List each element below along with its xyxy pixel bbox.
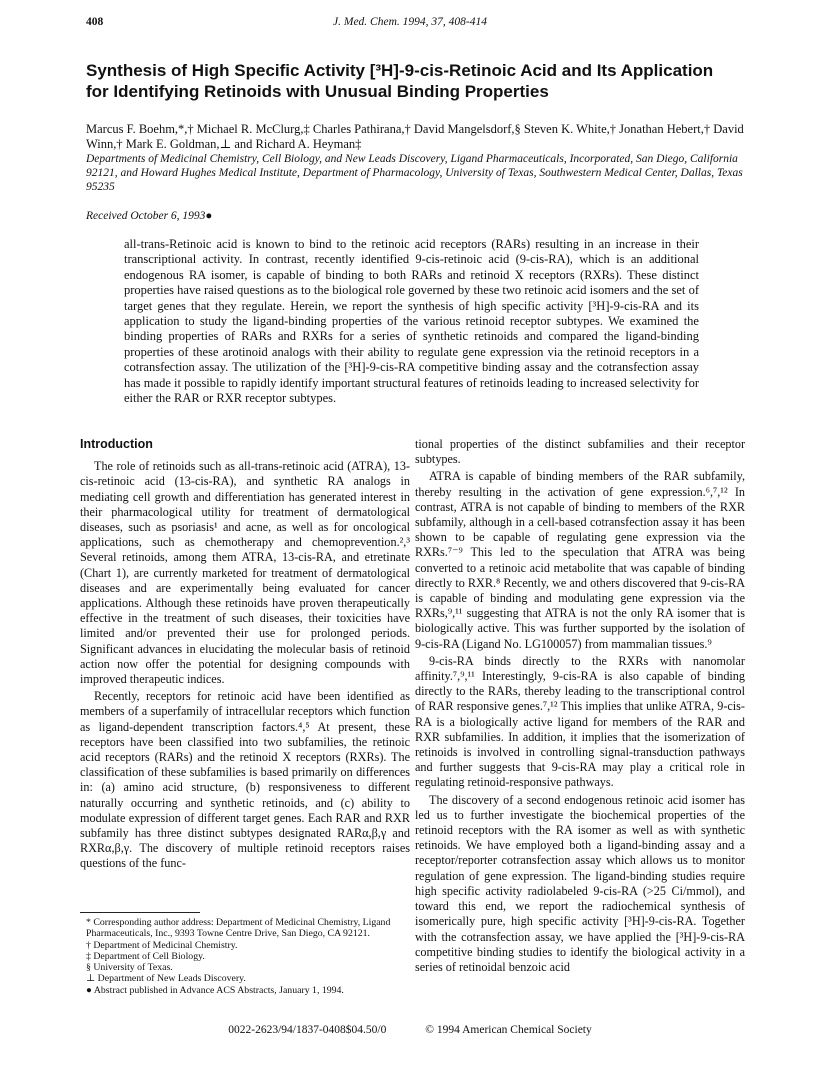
abstract: all-trans-Retinoic acid is known to bind to the retinoic acid receptors (RARs) resulting in an increase in their transcriptional activity. In contrast, recently identified 9-cis-retinoic acid (9-cis-RA), which is an additional endogenous RA isomer, is capable of binding to both RARs and retinoid X receptors (RXRs). These distinct properties have raised questions as to the biological role governed by these two retinoic acid isomers and the set of target genes that they regulate. Herein, we report the synthesis of high specific activity [³H]-9-cis-RA and its application to study the ligand-binding properties of the various retinoid receptor subtypes. We examined the binding properties of RARs and RXRs for a series of synthetic retinoids and compared the ligand-binding properties of these arotinoid analogs with their ability to regulate gene expression via the retinoid receptors in a cotransfection assay. The utilization of the [³H]-9-cis-RA competitive binding assay and the cotransfection assay has made it possible to rapidly identify important structural features of retinoids leading to increased selectivity for either the RAR or RXR receptor subtypes. bbox=[124, 237, 699, 406]
body-paragraph: ATRA is capable of binding members of the RAR subfamily, thereby resulting in the activation of gene expression.⁶,⁷,¹² In contrast, ATRA is not capable of binding to members of the RXR subfamily, although in a cell-based cotransfection assay it has been shown to be capable of regulating gene expression via the RXRs.⁷⁻⁹ This led to the speculation that ATRA was being converted to a retinoic acid metabolite that was capable of binding directly to RXR.⁸ Recently, we and others discovered that 9-cis-RA is capable of binding and modulating gene expression via the RXRs,⁹,¹¹ suggesting that ATRA is not the only RA isomer that is biologically active. This was further supported by the isolation of 9-cis-RA (Ligand No. LG100057) from mammalian tissues.⁹ bbox=[415, 469, 745, 651]
footnote-divider bbox=[80, 912, 200, 913]
section-heading-introduction: Introduction bbox=[80, 437, 153, 451]
footnotes bbox=[80, 912, 410, 996]
footnote: ● Abstract published in Advance ACS Abstracts, January 1, 1994. bbox=[86, 984, 344, 996]
article-title: Synthesis of High Specific Activity [³H]-9-cis-Retinoic Acid and Its Application for Identifying Retinoids with Unusual Binding Properties bbox=[86, 61, 714, 101]
right-column bbox=[415, 437, 745, 977]
body-paragraph: tional properties of the distinct subfamilies and their receptor subtypes. bbox=[415, 437, 745, 467]
body-paragraph: 9-cis-RA binds directly to the RXRs with nanomolar affinity.⁷,⁹,¹¹ Interestingly, 9-cis-RA is also capable of binding directly to the RARs, thereby leading to the transcriptional control of RAR responsive genes.⁷,¹² This implies that unlike ATRA, 9-cis-RA is a biologically active ligand for members of the RAR and RXR subfamilies. In addition, it implies that the isomerization of retinoids is involved in controlling signal-transduction pathways and further suggests that 9-cis-RA may play a critical role in regulating retinoid-responsive pathways. bbox=[415, 653, 745, 790]
footnote: * Corresponding author address: Department of Medicinal Chemistry, Ligand Pharmaceuticals, Inc., 9393 Towne Centre Drive, San Diego, CA 92121. bbox=[86, 917, 391, 940]
page-number: 408 bbox=[86, 16, 104, 28]
body-paragraph: Recently, receptors for retinoic acid have been identified as members of a superfamily of intracellular receptors which function as ligand-dependent transcription factors.⁴,⁵ At present, these receptors have been classified into two subfamilies, the retinoic acid receptors (RARs) and the retinoid X receptors (RXRs). The classification of these subfamilies is based primarily on differences in: (a) amino acid structure, (b) responsiveness to different naturally occurring and synthetic retinoids, and (c) ability to modulate expression of different target genes. Each RAR and RXR subfamily has three distinct subtypes designated RARα,β,γ and RXRα,β,γ. The discovery of multiple retinoid receptors raises questions of the func- bbox=[80, 689, 410, 871]
page-footer bbox=[0, 1024, 820, 1036]
running-header bbox=[86, 16, 734, 32]
received-date: Received October 6, 1993● bbox=[86, 210, 213, 222]
left-column bbox=[80, 437, 410, 874]
footnote: † Department of Medicinal Chemistry. bbox=[86, 939, 238, 951]
copyright-notice: © 1994 American Chemical Society bbox=[425, 1024, 592, 1036]
body-paragraph: The role of retinoids such as all-trans-retinoic acid (ATRA), 13-cis-retinoic acid (13-cis-RA), and synthetic RA analogs in mediating cell growth and differentiation has generated interest in their pharmacological utility for treatment of dermatological diseases, such as psoriasis¹ and acne, as well as for oncological applications, such as chemotherapy and chemoprevention.²,³ Several retinoids, among them ATRA, 13-cis-RA, and etretinate (Chart 1), are currently marketed for treatment of dermatological diseases and are experimentally being evaluated for cancer applications. Although these retinoids have proven therapeutically effective in the treatment of such diseases, their toxicities have limited and/or prevented their use for prolonged periods. Significant advances in elucidating the molecular basis of retinoid action now offer the potential for designing compounds with improved therapeutic indices. bbox=[80, 459, 410, 687]
article-code: 0022-2623/94/1837-0408$04.50/0 bbox=[228, 1024, 387, 1036]
body-paragraph: The discovery of a second endogenous retinoic acid isomer has led us to further investigate the biochemical properties of the retinoid receptors with the RA isomer as well as with synthetic retinoids. We have employed both a ligand-binding assay and a receptor/reporter cotransfection assay which allows us to monitor regulation of gene expression. The ligand-binding studies require high specific activity radiolabeled 9-cis-RA (>25 Ci/mmol), and toward this end, we report the radiochemical synthesis of isomerically pure, high specific activity [³H]-9-cis-RA. Together with the cotransfection assay, we have applied the [³H]-9-cis-RA competitive binding studies to identify the biological activity in a series of retinoidal benzoic acid bbox=[415, 792, 745, 974]
affiliations: Departments of Medicinal Chemistry, Cell Biology, and New Leads Discovery, Ligand Pharmaceuticals, Incorporated, San Diego, California 92121, and Howard Hughes Medical Institute, Department of Pharmacology, University of Texas, Southwestern Medical Center, Dallas, Texas 95235 bbox=[86, 153, 743, 193]
footnote: ‡ Department of Cell Biology. bbox=[86, 950, 205, 962]
footnote: § University of Texas. bbox=[86, 962, 173, 974]
journal-citation: J. Med. Chem. 1994, 37, 408-414 bbox=[333, 16, 487, 28]
author-list: Marcus F. Boehm,*,† Michael R. McClurg,‡ Charles Pathirana,† David Mangelsdorf,§ Steven K. White,† Jonathan Hebert,† David Winn,† Mark E. Goldman,⊥ and Richard A. Heyman‡ bbox=[86, 122, 744, 151]
footnote: ⊥ Department of New Leads Discovery. bbox=[86, 973, 246, 985]
